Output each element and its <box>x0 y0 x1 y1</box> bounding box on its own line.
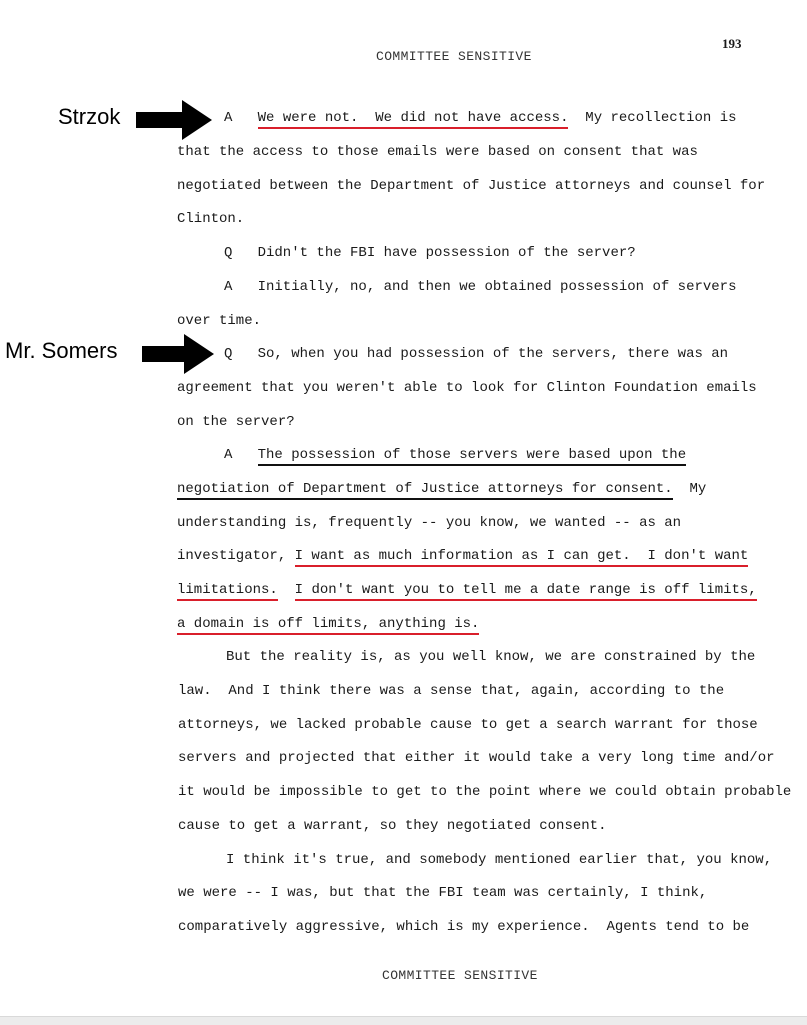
highlight-red: I don't want you to tell me a date range is off limits, <box>295 582 757 601</box>
transcript-line: A Initially, no, and then we obtained possession of servers <box>224 279 737 295</box>
transcript-line <box>177 614 479 634</box>
transcript-line: A The possession of those servers were based upon the <box>224 445 686 465</box>
highlight-black: negotiation of Department of Justice attorneys for consent. <box>177 481 673 500</box>
annotation-somers-label: Mr. Somers <box>5 338 118 363</box>
highlight-red: a domain is off limits, anything is. <box>177 616 479 635</box>
transcript-line: law. And I think there was a sense that, again, according to the <box>178 683 725 699</box>
transcript-line: we were -- I was, but that the FBI team was certainly, I think, <box>178 885 708 901</box>
transcript-line: cause to get a warrant, so they negotiated consent. <box>178 818 607 834</box>
transcript-line: Q So, when you had possession of the servers, there was an <box>224 346 729 362</box>
highlight-black: The possession of those servers were based upon the <box>258 447 686 466</box>
transcript-line: agreement that you weren't able to look for Clinton Foundation emails <box>177 380 757 396</box>
transcript-line: servers and projected that either it would take a very long time and/or <box>178 750 775 766</box>
transcript-line: that the access to those emails were based on consent that was <box>177 144 698 160</box>
page-header: COMMITTEE SENSITIVE <box>376 49 532 64</box>
transcript-line: A We were not. We did not have access. My recollection is <box>224 108 737 128</box>
transcript-line: Clinton. <box>177 211 245 227</box>
annotation-arrow-icon <box>142 334 216 374</box>
transcript-line: But the reality is, as you well know, we are constrained by the <box>226 649 756 665</box>
annotation-strzok-label: Strzok <box>58 104 121 129</box>
transcript-line: negotiated between the Department of Justice attorneys and counsel for <box>177 178 766 194</box>
transcript-line <box>177 580 757 600</box>
transcript-line: understanding is, frequently -- you know, we wanted -- as an <box>177 515 682 531</box>
transcript-line: Q Didn't the FBI have possession of the server? <box>224 245 636 261</box>
page-footer: COMMITTEE SENSITIVE <box>382 968 538 983</box>
transcript-line: negotiation of Department of Justice attorneys for consent. My <box>177 479 706 499</box>
transcript-line: investigator, I want as much information as I can get. I don't want <box>177 546 748 566</box>
transcript-line: on the server? <box>177 414 295 430</box>
transcript-line: I think it's true, and somebody mentioned earlier that, you know, <box>226 852 773 868</box>
highlight-red: We were not. We did not have access. <box>258 110 569 129</box>
transcript-line: over time. <box>177 313 262 329</box>
transcript-line: comparatively aggressive, which is my experience. Agents tend to be <box>178 919 750 935</box>
highlight-red: limitations. <box>177 582 278 601</box>
highlight-red: I want as much information as I can get. I don't want <box>295 548 749 567</box>
page-number: 193 <box>722 36 742 51</box>
transcript-line: attorneys, we lacked probable cause to get a search warrant for those <box>178 717 758 733</box>
annotation-arrow-icon <box>136 100 214 140</box>
transcript-line: it would be impossible to get to the point where we could obtain probable <box>178 784 792 800</box>
